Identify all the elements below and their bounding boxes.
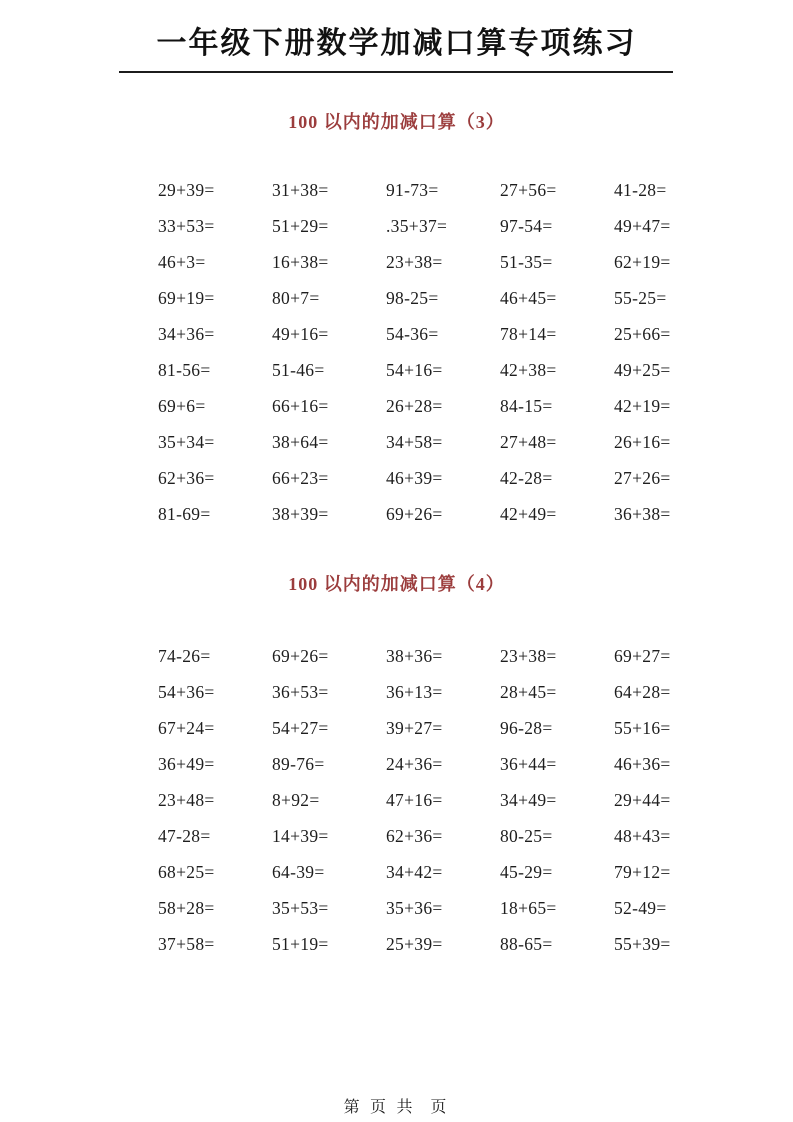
section-heading-2: 100 以内的加减口算（4） xyxy=(288,574,505,594)
problem-cell: 36+53= xyxy=(272,681,329,702)
problem-cell: 49+47= xyxy=(614,215,671,236)
problem-cell: 81-69= xyxy=(158,503,211,524)
page-title: 一年级下册数学加减口算专项练习 xyxy=(156,27,637,60)
problem-cell: 67+24= xyxy=(158,717,215,738)
problem-cell: 78+14= xyxy=(500,323,557,344)
problems-grid-1 xyxy=(158,172,728,532)
problem-cell: 88-65= xyxy=(500,933,553,954)
problem-cell: 66+23= xyxy=(272,467,329,488)
problem-cell: 27+56= xyxy=(500,179,557,200)
section-heading-1: 100 以内的加减口算（3） xyxy=(288,112,505,132)
problem-cell: 69+19= xyxy=(158,287,215,308)
problem-cell: 55-25= xyxy=(614,287,667,308)
problem-cell: 62+36= xyxy=(158,467,215,488)
problem-cell: 8+92= xyxy=(272,789,320,810)
problem-cell: 36+13= xyxy=(386,681,443,702)
problem-cell: 26+16= xyxy=(614,431,671,452)
problem-cell: 55+39= xyxy=(614,933,671,954)
problem-cell: 36+49= xyxy=(158,753,215,774)
problem-cell: 25+39= xyxy=(386,933,443,954)
problem-cell: 41-28= xyxy=(614,179,667,200)
problem-cell: 69+27= xyxy=(614,645,671,666)
problem-cell: 36+38= xyxy=(614,503,671,524)
problem-cell: 49+16= xyxy=(272,323,329,344)
problem-cell: 42+38= xyxy=(500,359,557,380)
problem-cell: 38+64= xyxy=(272,431,329,452)
problem-cell: 66+16= xyxy=(272,395,329,416)
problem-cell: 74-26= xyxy=(158,645,211,666)
problem-cell: 34+36= xyxy=(158,323,215,344)
problem-cell: 34+49= xyxy=(500,789,557,810)
problem-cell: 97-54= xyxy=(500,215,553,236)
problem-cell: 34+42= xyxy=(386,861,443,882)
problem-cell: 51-46= xyxy=(272,359,325,380)
problem-cell: 89-76= xyxy=(272,753,325,774)
problem-cell: 47-28= xyxy=(158,825,211,846)
problem-cell: 80+7= xyxy=(272,287,320,308)
problem-cell: 62+36= xyxy=(386,825,443,846)
problem-cell: 81-56= xyxy=(158,359,211,380)
problem-cell: 29+39= xyxy=(158,179,215,200)
problem-cell: 80-25= xyxy=(500,825,553,846)
problem-cell: 37+58= xyxy=(158,933,215,954)
problem-cell: 69+6= xyxy=(158,395,206,416)
problem-cell: 31+38= xyxy=(272,179,329,200)
problem-cell: 33+53= xyxy=(158,215,215,236)
problem-cell: 64+28= xyxy=(614,681,671,702)
problem-cell: 25+66= xyxy=(614,323,671,344)
problem-cell: 54+27= xyxy=(272,717,329,738)
problem-cell: 47+16= xyxy=(386,789,443,810)
problem-cell: 51+19= xyxy=(272,933,329,954)
problem-cell: 23+38= xyxy=(500,645,557,666)
problem-cell: 24+36= xyxy=(386,753,443,774)
problem-cell: 84-15= xyxy=(500,395,553,416)
problem-cell: 54+36= xyxy=(158,681,215,702)
problem-cell: 35+53= xyxy=(272,897,329,918)
problem-cell: 38+39= xyxy=(272,503,329,524)
problem-cell: 42+49= xyxy=(500,503,557,524)
problem-cell: 45-29= xyxy=(500,861,553,882)
problem-cell: 35+36= xyxy=(386,897,443,918)
problem-cell: 98-25= xyxy=(386,287,439,308)
problems-grid-2 xyxy=(158,638,728,962)
problem-cell: 35+34= xyxy=(158,431,215,452)
problem-cell: 46+3= xyxy=(158,251,206,272)
problem-cell: 69+26= xyxy=(386,503,443,524)
problem-cell: 23+48= xyxy=(158,789,215,810)
problem-cell: 62+19= xyxy=(614,251,671,272)
problem-cell: 29+44= xyxy=(614,789,671,810)
problem-cell: 36+44= xyxy=(500,753,557,774)
problem-cell: 48+43= xyxy=(614,825,671,846)
problem-cell: 51+29= xyxy=(272,215,329,236)
problem-cell: 46+36= xyxy=(614,753,671,774)
problem-cell: 68+25= xyxy=(158,861,215,882)
problem-cell: 46+45= xyxy=(500,287,557,308)
problem-cell: 54-36= xyxy=(386,323,439,344)
problem-cell: 18+65= xyxy=(500,897,557,918)
problem-cell: 79+12= xyxy=(614,861,671,882)
problem-cell: 69+26= xyxy=(272,645,329,666)
problem-cell: 64-39= xyxy=(272,861,325,882)
problem-cell: 26+28= xyxy=(386,395,443,416)
problem-cell: 91-73= xyxy=(386,179,439,200)
problem-cell: 42-28= xyxy=(500,467,553,488)
problem-cell: 52-49= xyxy=(614,897,667,918)
problem-cell: 49+25= xyxy=(614,359,671,380)
problem-cell: 54+16= xyxy=(386,359,443,380)
problem-cell: 58+28= xyxy=(158,897,215,918)
problem-cell: 27+26= xyxy=(614,467,671,488)
problem-cell: 55+16= xyxy=(614,717,671,738)
problem-cell: 39+27= xyxy=(386,717,443,738)
problem-cell: 42+19= xyxy=(614,395,671,416)
problem-cell: 38+36= xyxy=(386,645,443,666)
problem-cell: 28+45= xyxy=(500,681,557,702)
title-divider xyxy=(119,71,673,73)
problem-cell: 46+39= xyxy=(386,467,443,488)
problem-cell: 51-35= xyxy=(500,251,553,272)
problem-cell: 14+39= xyxy=(272,825,329,846)
problem-cell: 96-28= xyxy=(500,717,553,738)
problem-cell: 27+48= xyxy=(500,431,557,452)
problem-cell: .35+37= xyxy=(386,215,448,236)
problem-cell: 34+58= xyxy=(386,431,443,452)
problem-cell: 23+38= xyxy=(386,251,443,272)
page-footer: 第 页 共 页 xyxy=(343,1099,450,1116)
problem-cell: 16+38= xyxy=(272,251,329,272)
